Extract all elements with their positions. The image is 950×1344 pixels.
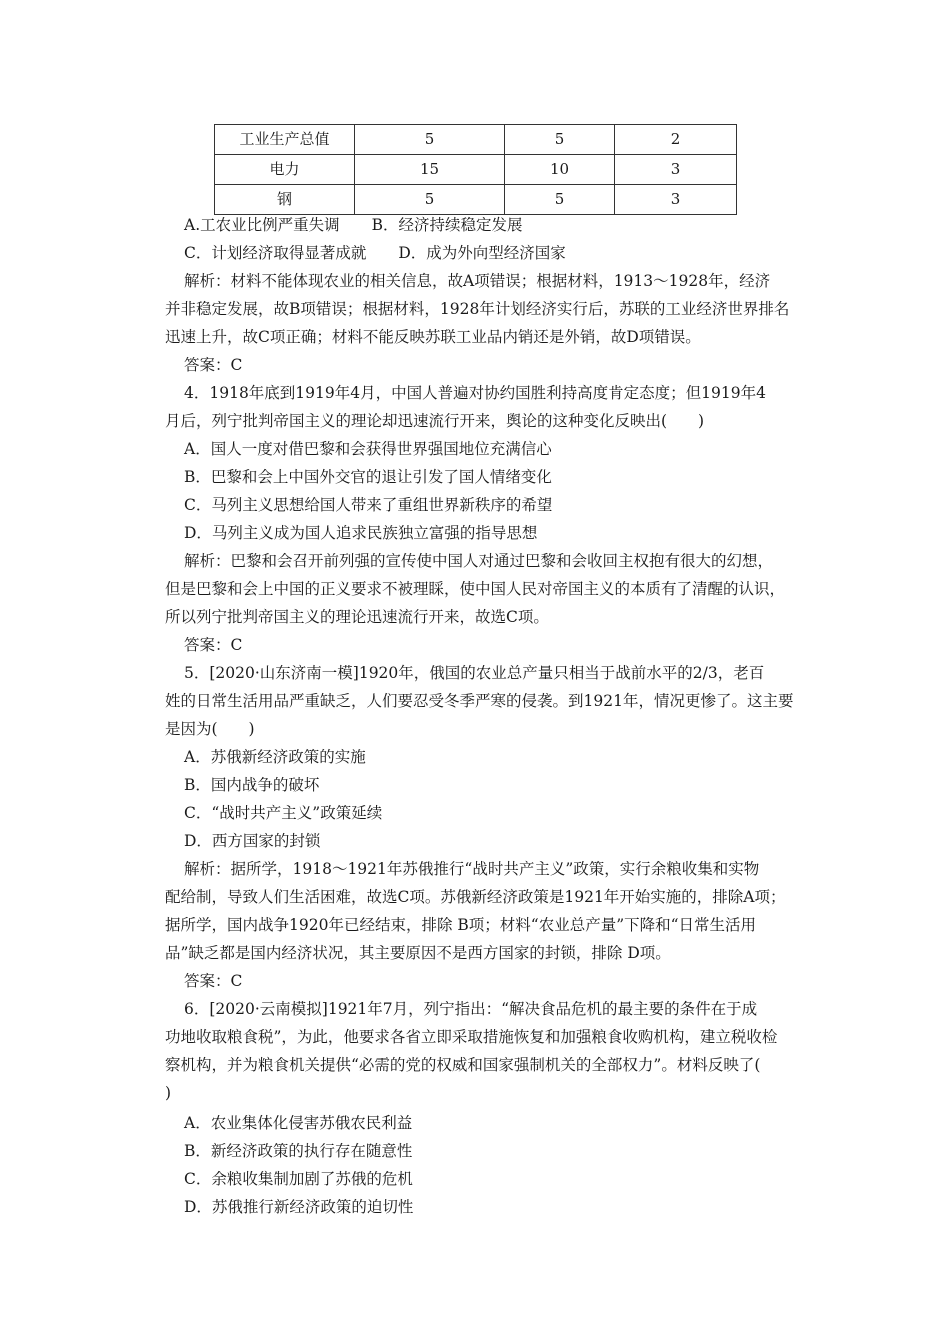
table-cell: 10 (505, 155, 615, 185)
table-cell: 5 (505, 125, 615, 155)
table-cell: 5 (505, 185, 615, 215)
q3-options-row-1 (184, 211, 523, 239)
q3-answer: 答案：C (184, 356, 243, 374)
q3-analysis-line: 并非稳定发展，故B项错误；根据材料，1928年计划经济实行后，苏联的工业经济世界排名 (165, 300, 790, 318)
table-row (215, 125, 737, 155)
q5-analysis-line: 解析：据所学，1918～1921年苏俄推行“战时共产主义”政策，实行余粮收集和实物 (184, 860, 760, 878)
q5-stem-line: 5．[2020·山东济南一模]1920年，俄国的农业总产量只相当于战前水平的2/3，老百 (184, 664, 765, 682)
q4-option-c: C．马列主义思想给国人带来了重组世界新秩序的希望 (184, 496, 553, 514)
q3-option-a: A.工农业比例严重失调 (184, 216, 340, 234)
table-cell: 5 (355, 185, 505, 215)
q4-option-d: D．马列主义成为国人追求民族独立富强的指导思想 (184, 524, 538, 542)
table-cell: 15 (355, 155, 505, 185)
table-cell: 5 (355, 125, 505, 155)
table-cell: 电力 (215, 155, 355, 185)
table-cell: 钢 (215, 185, 355, 215)
q5-stem-line: 姓的日常生活用品严重缺乏，人们要忍受冬季严寒的侵袭。到1921年，情况更惨了。这主要 (165, 692, 794, 710)
table-cell: 2 (615, 125, 737, 155)
q6-option-d: D．苏俄推行新经济政策的迫切性 (184, 1198, 414, 1216)
q5-stem-line: 是因为( ) (165, 720, 255, 738)
q5-option-d: D．西方国家的封锁 (184, 832, 321, 850)
q4-analysis-line: 但是巴黎和会上中国的正义要求不被理睬，使中国人民对帝国主义的本质有了清醒的认识， (165, 580, 786, 598)
q6-stem-line: ) (165, 1084, 172, 1102)
table-row (215, 185, 737, 215)
table-cell: 3 (615, 155, 737, 185)
q5-analysis-line: 品”缺乏都是国内经济状况，其主要原因不是西方国家的封锁，排除 D项。 (165, 944, 671, 962)
q3-analysis-line: 解析：材料不能体现农业的相关信息，故A项错误；根据材料，1913～1928年，经济 (184, 272, 771, 290)
q4-stem-line: 4．1918年底到1919年4月，中国人普遍对协约国胜利持高度肯定态度；但1919年4 (184, 384, 766, 402)
table-cell: 3 (615, 185, 737, 215)
q3-option-b: B．经济持续稳定发展 (371, 216, 523, 234)
table-cell: 工业生产总值 (215, 125, 355, 155)
q4-option-b: B．巴黎和会上中国外交官的退让引发了国人情绪变化 (184, 468, 552, 486)
q6-stem-line: 功地收取粮食税”，为此，他要求各省立即采取措施恢复和加强粮食收购机构，建立税收检 (165, 1028, 778, 1046)
q6-option-b: B．新经济政策的执行存在随意性 (184, 1142, 413, 1160)
q5-option-b: B．国内战争的破坏 (184, 776, 320, 794)
q3-option-c: C．计划经济取得显著成就 (184, 244, 367, 262)
q5-analysis-line: 配给制，导致人们生活困难，故选C项。苏俄新经济政策是1921年开始实施的，排除A项； (165, 888, 786, 906)
q5-option-c: C．“战时共产主义”政策延续 (184, 804, 383, 822)
q4-analysis-line: 所以列宁批判帝国主义的理论迅速流行开来，故选C项。 (165, 608, 549, 626)
q4-stem-line: 月后，列宁批判帝国主义的理论却迅速流行开来，舆论的这种变化反映出( ) (165, 412, 705, 430)
q4-analysis-line: 解析：巴黎和会召开前列强的宣传使中国人对通过巴黎和会收回主权抱有很大的幻想， (184, 552, 774, 570)
q5-answer: 答案：C (184, 972, 243, 990)
q6-option-a: A．农业集体化侵害苏俄农民利益 (184, 1114, 413, 1132)
q3-option-d: D．成为外向型经济国家 (398, 244, 566, 262)
q6-stem-line: 察机构，并为粮食机关提供“必需的党的权威和国家强制机关的全部权力”。材料反映了( (165, 1056, 761, 1074)
table-row (215, 155, 737, 185)
q6-stem-line: 6．[2020·云南模拟]1921年7月，列宁指出：“解决食品危机的最主要的条件在于成 (184, 1000, 758, 1018)
q3-analysis-line: 迅速上升，故C项正确；材料不能反映苏联工业品内销还是外销，故D项错误。 (165, 328, 701, 346)
q4-option-a: A．国人一度对借巴黎和会获得世界强国地位充满信心 (184, 440, 552, 458)
q3-options-row-2 (184, 239, 566, 267)
q4-answer: 答案：C (184, 636, 243, 654)
q5-option-a: A．苏俄新经济政策的实施 (184, 748, 366, 766)
q6-option-c: C．余粮收集制加剧了苏俄的危机 (184, 1170, 413, 1188)
q5-analysis-line: 据所学，国内战争1920年已经结束，排除 B项；材料“农业总产量”下降和“日常生活用 (165, 916, 757, 934)
industry-ranking-table (214, 124, 737, 215)
